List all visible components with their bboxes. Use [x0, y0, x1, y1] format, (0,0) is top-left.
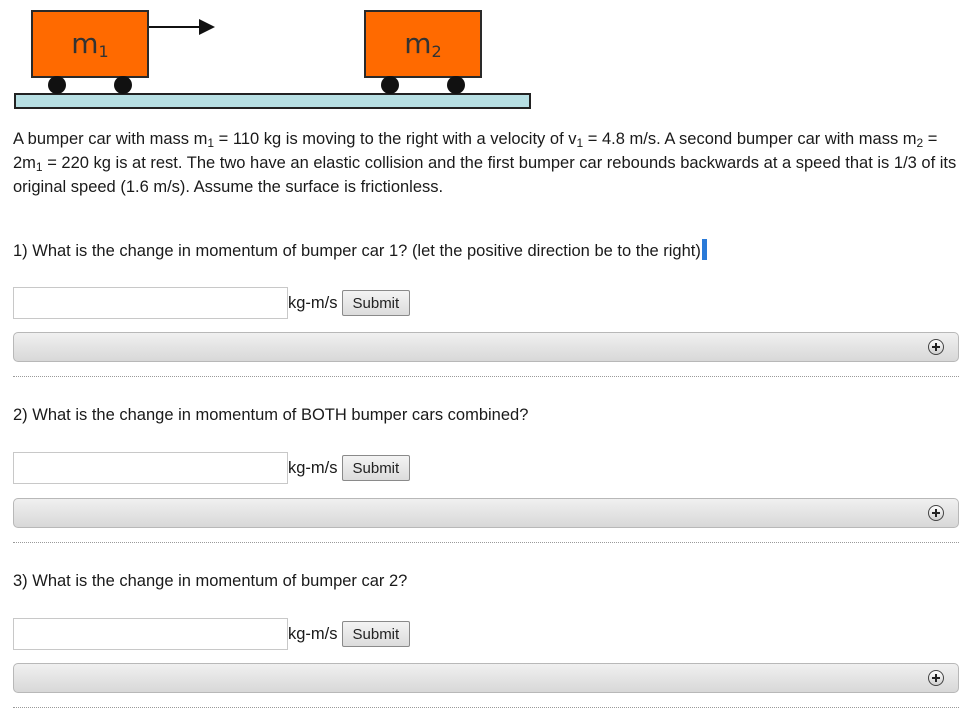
- arrow-right-icon: [149, 18, 217, 36]
- unit-label: kg-m/s: [288, 624, 338, 643]
- text-cursor: [702, 239, 707, 260]
- question-3-text: 3) What is the change in momentum of bumper car 2?: [13, 572, 408, 590]
- wheel: [48, 76, 66, 94]
- submit-button-1[interactable]: Submit: [342, 290, 411, 316]
- hint-bar-1[interactable]: [13, 332, 959, 362]
- car1-label: $m_1$: [71, 27, 109, 61]
- answer-input-3[interactable]: [13, 618, 288, 650]
- plus-circle-icon[interactable]: [928, 505, 944, 521]
- problem-statement: A bumper car with mass $m_1 = 110$ kg is moving to the right with a velocity of $v_1 = 4.8$ m/s. A second bumper car with mass $m_2 = 2m_1 = 220$ kg is at rest. The two have an elastic collision and the first bumper car rebounds backwards at a speed that is 1/3 of its original speed (1.6 m/s). Assume the surface is frictionless.: [13, 130, 957, 196]
- track: [14, 93, 531, 109]
- bumper-car-2: [364, 10, 482, 78]
- question-2-text: 2) What is the change in momentum of BOTH bumper cars combined?: [13, 406, 529, 424]
- submit-button-3[interactable]: Submit: [342, 621, 411, 647]
- bumper-car-1: [31, 10, 149, 78]
- divider: [13, 376, 959, 377]
- unit-label: kg-m/s: [288, 458, 338, 477]
- collision-figure: [0, 0, 540, 115]
- question-1-text: 1) What is the change in momentum of bumper car 1? (let the positive direction be to the right): [13, 239, 707, 262]
- answer-row-2: [13, 452, 410, 484]
- car2-label: $m_2$: [404, 27, 442, 61]
- answer-input-1[interactable]: [13, 287, 288, 319]
- divider: [13, 707, 959, 708]
- answer-row-1: [13, 287, 410, 319]
- submit-button-2[interactable]: Submit: [342, 455, 411, 481]
- wheel: [447, 76, 465, 94]
- wheel: [381, 76, 399, 94]
- wheel: [114, 76, 132, 94]
- plus-circle-icon[interactable]: [928, 339, 944, 355]
- hint-bar-2[interactable]: [13, 498, 959, 528]
- hint-bar-3[interactable]: [13, 663, 959, 693]
- answer-input-2[interactable]: [13, 452, 288, 484]
- unit-label: kg-m/s: [288, 293, 338, 312]
- plus-circle-icon[interactable]: [928, 670, 944, 686]
- divider: [13, 542, 959, 543]
- answer-row-3: [13, 618, 410, 650]
